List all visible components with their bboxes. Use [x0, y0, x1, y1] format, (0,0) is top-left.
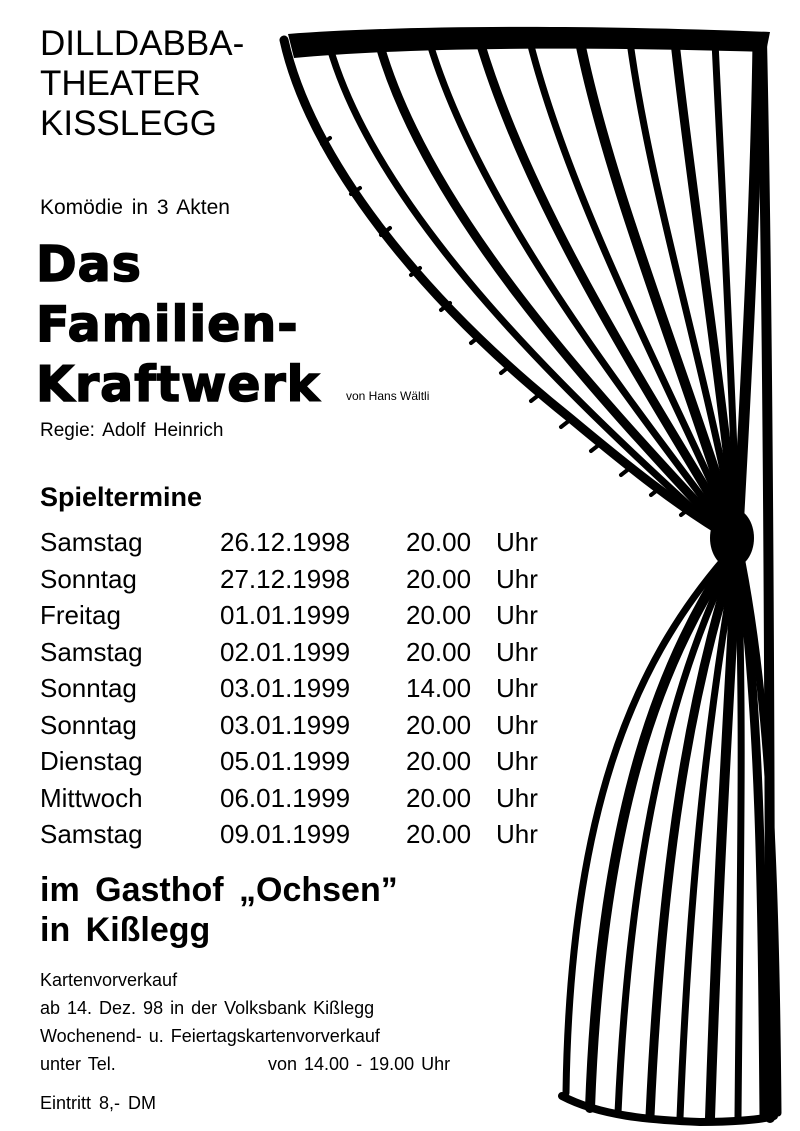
schedule-time: 20.00	[406, 746, 472, 776]
schedule-day: Samstag	[40, 636, 143, 667]
schedule-day: Samstag	[40, 527, 143, 557]
venue-line1: im Gasthof „Ochsen”	[40, 871, 398, 909]
schedule-date: 03.01.1999	[220, 709, 351, 740]
schedule-time: 20.00	[406, 782, 472, 813]
schedule-day: Dienstag	[40, 746, 143, 776]
theater-name-line2: THEATER	[40, 64, 201, 103]
schedule-unit: Uhr	[496, 600, 538, 630]
schedule-unit: Uhr	[496, 673, 538, 703]
schedule-unit: Uhr	[496, 709, 538, 740]
schedule-date: 02.01.1999	[220, 636, 351, 667]
admission-price: Eintritt 8,- DM	[40, 1093, 157, 1113]
schedule-day: Sonntag	[40, 673, 137, 703]
ticket-info-line1: Kartenvorverkauf	[40, 970, 178, 990]
play-title-line2: Familien-	[36, 296, 299, 353]
schedule-time: 20.00	[406, 819, 472, 849]
play-title-line3: Kraftwerk	[36, 356, 321, 413]
schedule-day: Sonntag	[40, 709, 137, 740]
play-genre: Komödie in 3 Akten	[40, 196, 230, 219]
curtain-folds-upper	[330, 42, 758, 538]
schedule-date: 03.01.1999	[220, 673, 351, 703]
schedule-date: 05.01.1999	[220, 746, 351, 776]
schedule-time: 20.00	[406, 636, 472, 667]
schedule-date: 01.01.1999	[220, 600, 351, 630]
ticket-phone-label: unter Tel.	[40, 1054, 116, 1074]
schedule-time: 20.00	[406, 600, 472, 630]
theater-curtain-icon	[270, 18, 800, 1131]
play-director: Regie: Adolf Heinrich	[40, 420, 224, 441]
schedule-unit: Uhr	[496, 563, 538, 594]
schedule-time: 20.00	[406, 527, 472, 557]
curtain-folds-lower	[566, 558, 778, 1118]
schedule-date: 09.01.1999	[220, 819, 351, 849]
schedule-time: 20.00	[406, 563, 472, 594]
play-title-line1: Das	[36, 236, 142, 293]
schedule-day: Mittwoch	[40, 782, 143, 813]
schedule-day: Samstag	[40, 819, 143, 849]
schedule-time: 20.00	[406, 709, 472, 740]
play-author: von Hans Wältli	[346, 389, 430, 403]
schedule-unit: Uhr	[496, 636, 538, 667]
theater-name	[40, 24, 244, 144]
venue-line2: in Kißlegg	[40, 911, 211, 949]
schedule-date: 26.12.1998	[220, 527, 351, 557]
schedule-day: Sonntag	[40, 563, 137, 594]
theater-name-line3: KISSLEGG	[40, 104, 218, 143]
schedule-unit: Uhr	[496, 782, 538, 813]
schedule-time: 14.00	[406, 673, 472, 703]
schedule-unit: Uhr	[496, 527, 538, 557]
schedule-day: Freitag	[40, 600, 121, 630]
ticket-info-line2: ab 14. Dez. 98 in der Volksbank Kißlegg	[40, 998, 375, 1018]
schedule-date: 27.12.1998	[220, 563, 351, 594]
schedule-unit: Uhr	[496, 819, 538, 849]
schedule-unit: Uhr	[496, 746, 538, 776]
theater-name-line1: DILLDABBA-	[40, 24, 245, 63]
schedule-date: 06.01.1999	[220, 782, 351, 813]
schedule-heading: Spieltermine	[40, 482, 203, 512]
ticket-info-line3: Wochenend- u. Feiertagskartenvorverkauf	[40, 1026, 380, 1046]
ticket-phone-hours: von 14.00 - 19.00 Uhr	[268, 1054, 451, 1074]
